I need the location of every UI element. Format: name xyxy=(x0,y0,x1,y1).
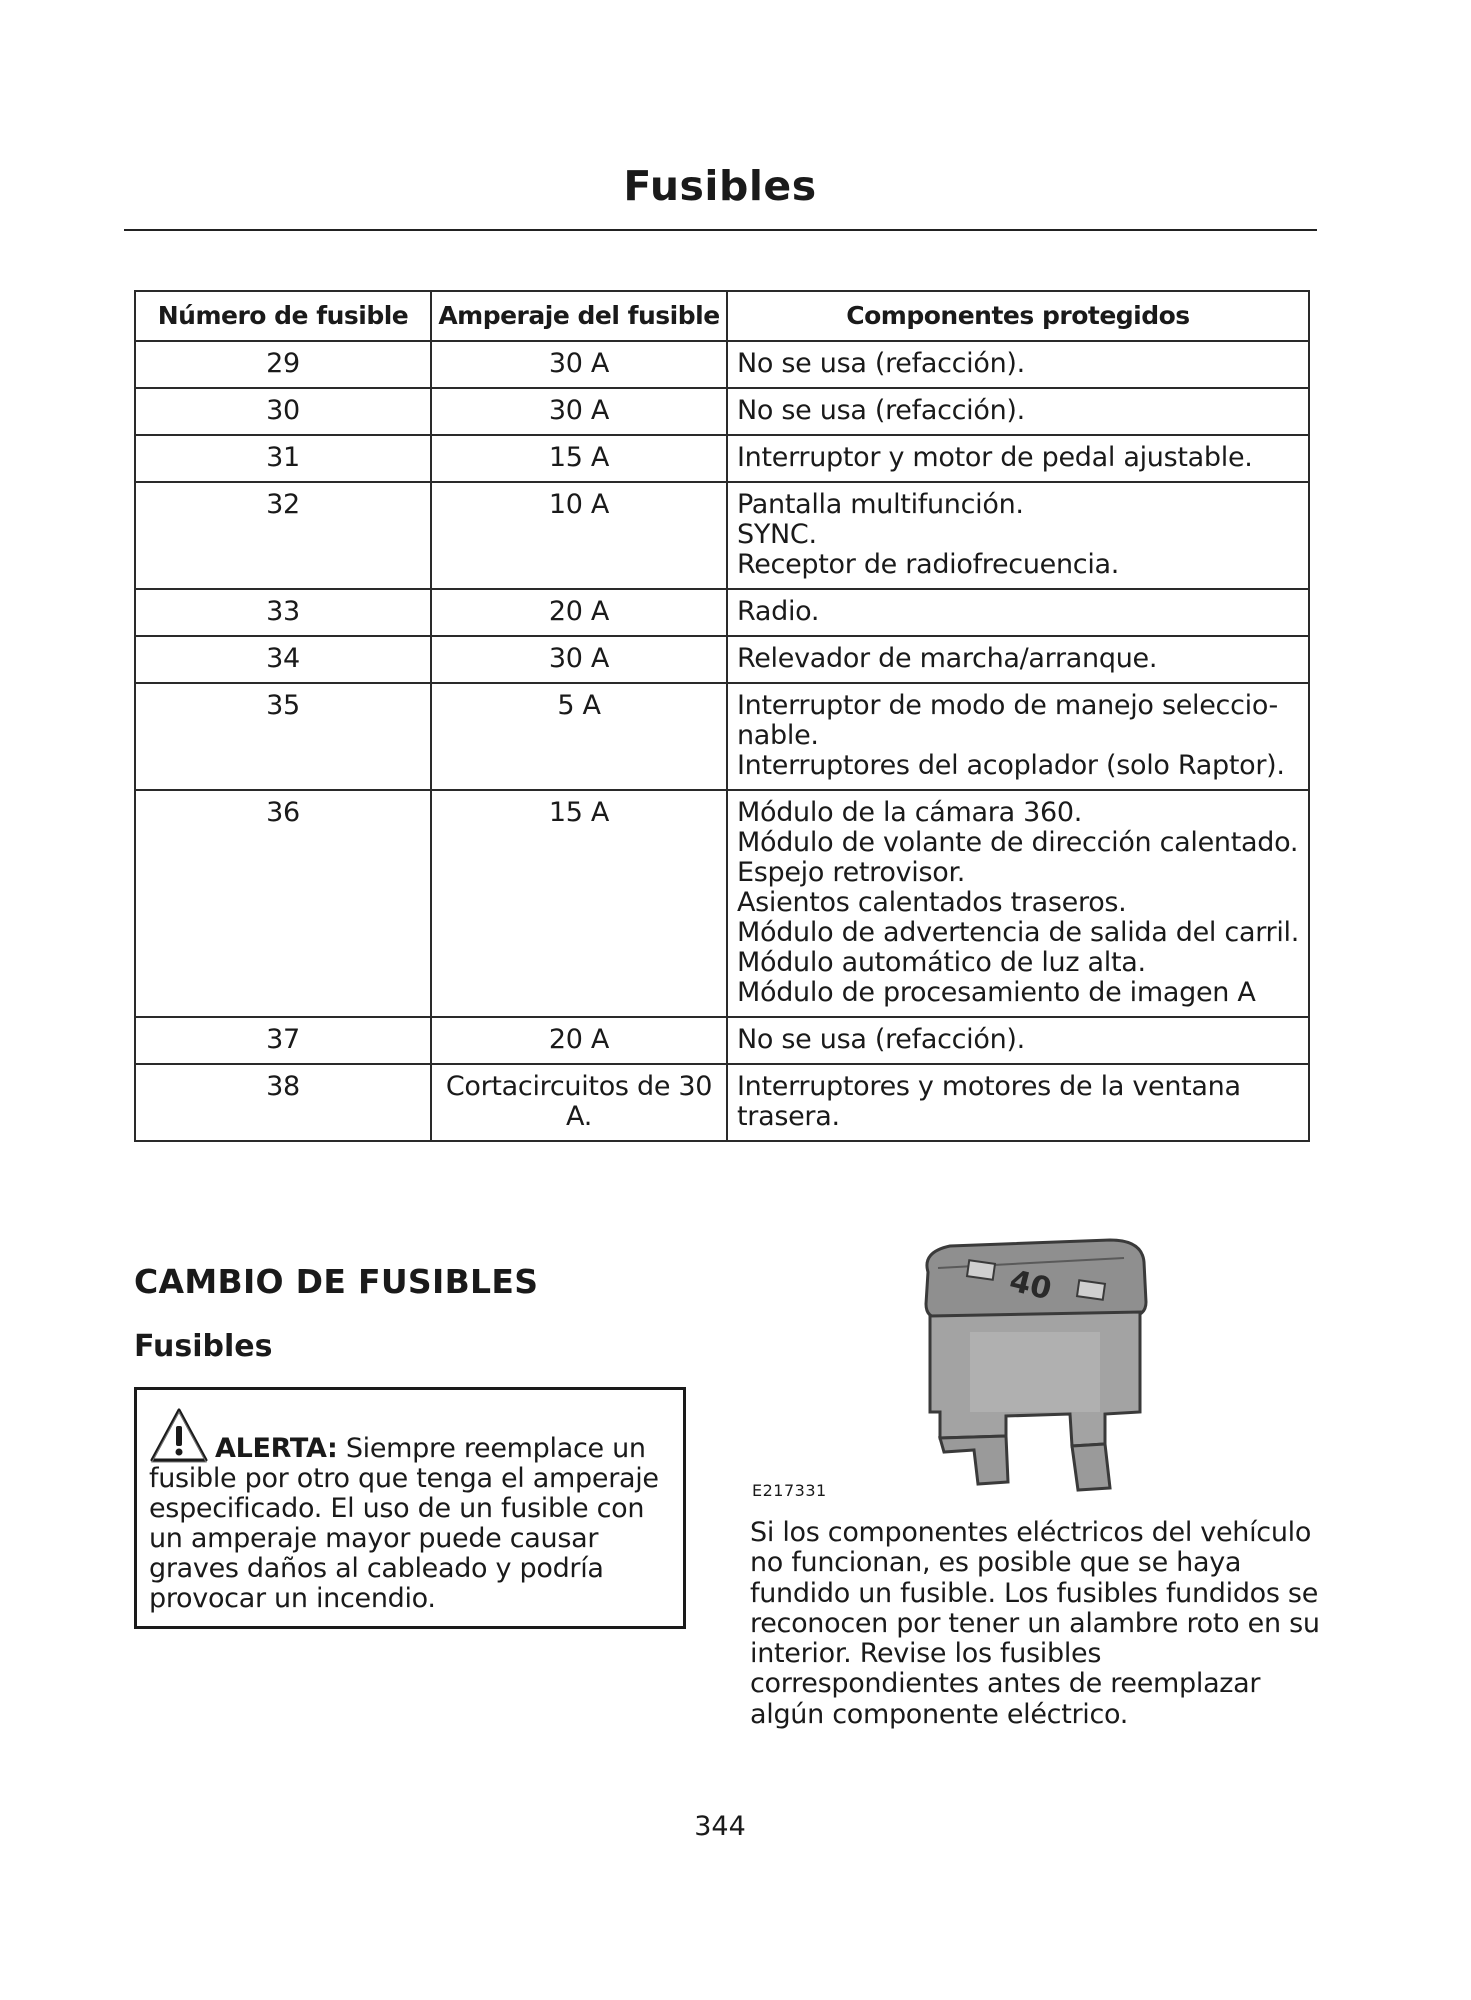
fuse-components-cell xyxy=(727,341,1309,388)
table-row xyxy=(135,341,1309,388)
component-line: Módulo automático de luz alta. xyxy=(737,947,1146,978)
warning-triangle-icon xyxy=(149,1406,209,1464)
figure-code: E217331 xyxy=(752,1481,827,1500)
alert-text: Siempre reemplace un fusible por otro que tenga el amperaje especificado. El uso de un fusible con un amperaje mayor puede causar graves daños al cableado y podría provocar un incendio. xyxy=(149,1433,659,1614)
fuse-number-cell: 29 xyxy=(135,341,431,388)
component-line: Asientos calentados traseros. xyxy=(737,887,1127,918)
fuse-components-cell xyxy=(727,790,1309,1017)
table-row xyxy=(135,435,1309,482)
fuse-components-cell xyxy=(727,636,1309,683)
component-line: Espejo retrovisor. xyxy=(737,857,966,888)
column-header-amperage: Amperaje del fusible xyxy=(431,291,727,341)
fuse-number-cell: 30 xyxy=(135,388,431,435)
fuse-number-cell: 32 xyxy=(135,482,431,589)
fuse-components-cell xyxy=(727,683,1309,790)
component-line: nable. xyxy=(737,720,819,751)
component-line: Módulo de procesamiento de imagen A xyxy=(737,977,1256,1008)
table-row xyxy=(135,1064,1309,1141)
component-line: Módulo de la cámara 360. xyxy=(737,797,1083,828)
fuse-components-cell xyxy=(727,1017,1309,1064)
column-header-number: Número de fusible xyxy=(135,291,431,341)
fuse-components-cell xyxy=(727,589,1309,636)
fuse-amperage-cell: 30 A xyxy=(431,636,727,683)
fuse-amperage-cell: 15 A xyxy=(431,790,727,1017)
fuse-terminal-right xyxy=(1072,1444,1110,1490)
fuse-number-cell: 31 xyxy=(135,435,431,482)
table-row xyxy=(135,482,1309,589)
table-header-row xyxy=(135,291,1309,341)
fuse-number-cell: 38 xyxy=(135,1064,431,1141)
page-title: Fusibles xyxy=(623,162,817,210)
fuse-terminal-left xyxy=(940,1436,1008,1484)
title-divider xyxy=(124,229,1317,231)
component-line: Módulo de advertencia de salida del carril. xyxy=(737,917,1300,948)
component-line: Interruptor y motor de pedal ajustable. xyxy=(737,442,1253,473)
component-line: trasera. xyxy=(737,1101,840,1132)
fuse-amperage-cell: 20 A xyxy=(431,1017,727,1064)
fuse-number-cell: 34 xyxy=(135,636,431,683)
component-line: No se usa (refacción). xyxy=(737,395,1025,426)
fuse-components-cell xyxy=(727,482,1309,589)
fuse-components-cell xyxy=(727,435,1309,482)
component-line: Interruptores y motores de la ventana xyxy=(737,1071,1241,1102)
fuse-number-cell: 37 xyxy=(135,1017,431,1064)
component-line: Interruptor de modo de manejo seleccio- xyxy=(737,690,1278,721)
fuse-amperage-cell: 30 A xyxy=(431,341,727,388)
component-line: Pantalla multifunción. xyxy=(737,489,1024,520)
fuse-table xyxy=(134,290,1310,1142)
sub-heading: Fusibles xyxy=(134,1329,273,1364)
component-line: Radio. xyxy=(737,596,820,627)
body-paragraph: Si los componentes eléctricos del vehículo no funcionan, es posible que se haya fundido un fusible. Los fusibles fundidos se reconocen por tener un alambre roto en su interior. Revise los fusibles correspondientes antes de reemplazar algún componente eléctrico. xyxy=(750,1517,1320,1730)
component-line: Módulo de volante de dirección calentado. xyxy=(737,827,1299,858)
alert-box xyxy=(134,1387,686,1629)
component-line: Interruptores del acoplador (solo Raptor). xyxy=(737,750,1285,781)
table-row xyxy=(135,1017,1309,1064)
component-line: SYNC. xyxy=(737,519,817,550)
fuse-amperage-cell: Cortacircuitos de 30 A. xyxy=(431,1064,727,1141)
fuse-amperage-cell: 5 A xyxy=(431,683,727,790)
alert-label: ALERTA: xyxy=(215,1433,338,1464)
component-line: Relevador de marcha/arranque. xyxy=(737,643,1158,674)
fuse-number-cell: 35 xyxy=(135,683,431,790)
fuse-amperage-cell: 15 A xyxy=(431,435,727,482)
fuse-number-cell: 36 xyxy=(135,790,431,1017)
fuse-amperage-cell: 20 A xyxy=(431,589,727,636)
fuse-components-cell xyxy=(727,388,1309,435)
component-line: Receptor de radiofrecuencia. xyxy=(737,549,1120,580)
fuse-number-cell: 33 xyxy=(135,589,431,636)
column-header-components: Componentes protegidos xyxy=(727,291,1309,341)
table-row xyxy=(135,636,1309,683)
table-row xyxy=(135,388,1309,435)
fuse-amperage-cell: 10 A xyxy=(431,482,727,589)
table-row xyxy=(135,790,1309,1017)
fuse-components-cell xyxy=(727,1064,1309,1141)
table-row xyxy=(135,589,1309,636)
fuse-amperage-cell: 30 A xyxy=(431,388,727,435)
page-number: 344 xyxy=(694,1811,746,1842)
component-line: No se usa (refacción). xyxy=(737,1024,1025,1055)
fuse-rating-label: 40 xyxy=(1005,1263,1055,1308)
section-heading: CAMBIO DE FUSIBLES xyxy=(134,1262,539,1301)
table-row xyxy=(135,683,1309,790)
component-line: No se usa (refacción). xyxy=(737,348,1025,379)
fuse-illustration xyxy=(910,1232,1160,1494)
